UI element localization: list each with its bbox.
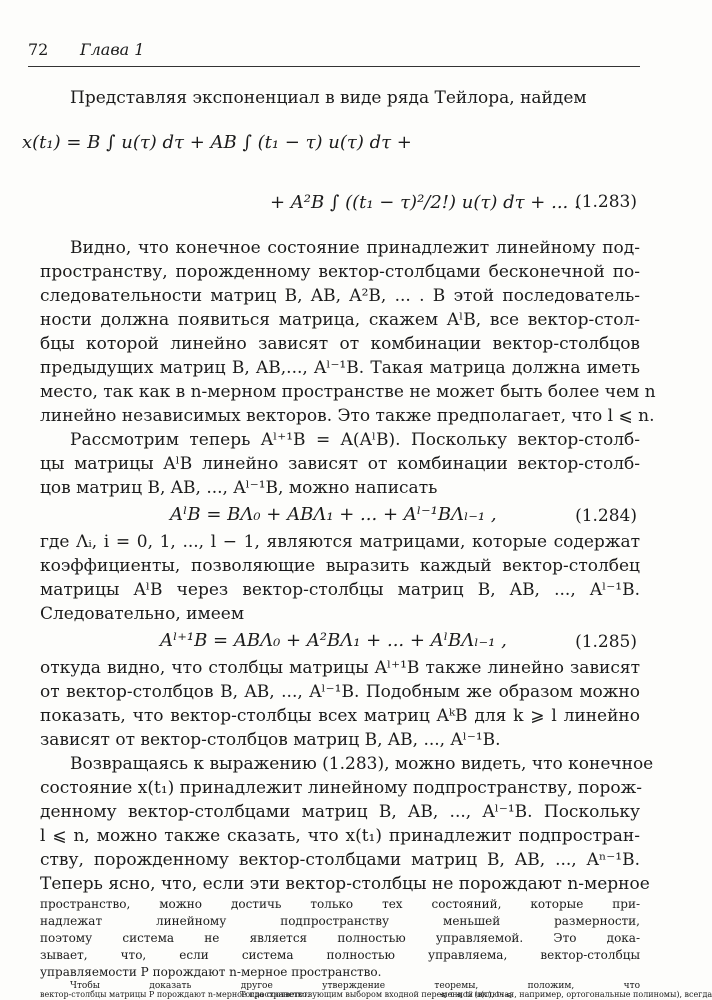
text-line: предыдущих матриц B, AB,..., Aˡ⁻¹B. Такая матрица должна иметь [40, 358, 640, 378]
text-line: Возвращаясь к выражению (1.283), можно видеть, что конечное [70, 754, 654, 774]
equation-1284: AˡB = BΛ₀ + ABΛ₁ + ... + Aˡ⁻¹BΛₗ₋₁ , [170, 504, 497, 525]
chapter-title: Глава 1 [80, 40, 145, 59]
text-line: ству, порожденному вектор-столбцами матриц B, AB, ..., Aⁿ⁻¹B. [40, 850, 640, 870]
text-line: бцы которой линейно зависят от комбинации вектор-столбцов [40, 334, 640, 354]
text-line: Представляя экспоненциал в виде ряда Тейлора, найдем [70, 88, 587, 108]
text-line: l ⩽ n, можно также сказать, что x(t₁) принадлежит подпростран- [40, 826, 640, 846]
text-line: цов матриц B, AB, ..., Aˡ⁻¹B, можно написать [40, 478, 438, 498]
page-header [28, 38, 640, 67]
equation-1285: Aˡ⁺¹B = ABΛ₀ + A²BΛ₁ + ... + AˡBΛₗ₋₁ , [160, 630, 507, 651]
text-line: денному вектор-столбцами матриц B, AB, ..., Aˡ⁻¹B. Поскольку [40, 802, 640, 822]
text-line: Рассмотрим теперь Aˡ⁺¹B = A(AˡB). Поскольку вектор-столб- [70, 430, 640, 450]
equation-text: + A²B ∫ ((t₁ − τ)²/2!) u(τ) dτ + ... . [270, 192, 580, 213]
text-line: зависят от вектор-столбцов матриц B, AB, ..., Aˡ⁻¹B. [40, 730, 501, 750]
equation-text: x(t₁) = B ∫ u(τ) dτ + AB ∫ (t₁ − τ) u(τ) dτ + [22, 132, 412, 153]
text-line: от вектор-столбцов B, AB, ..., Aˡ⁻¹B. Подобным же образом можно [40, 682, 640, 702]
text-line: следовательности матриц B, AB, A²B, ... . В этой последователь- [40, 286, 640, 306]
text-line: линейно независимых векторов. Это также предполагает, что l ⩽ n. [40, 406, 655, 426]
text-line: пространству, порожденному вектор-столбцами бесконечной по- [40, 262, 640, 282]
text-line: ности должна появиться матрица, скажем AˡB, все вектор-стол- [40, 310, 640, 330]
text-line: коэффициенты, позволяющие выразить каждый вектор-столбец [40, 556, 640, 576]
text-line: пространство, можно достичь только тех состояний, которые при- [40, 897, 640, 911]
text-line: состояние x(t₁) принадлежит линейному подпространству, порож- [40, 778, 642, 798]
text-line: Чтобы доказать другое утверждение теоремы, положим, что [70, 981, 640, 991]
text-line: показать, что вектор-столбцы всех матриц AᵏB для k ⩾ l линейно [40, 706, 640, 726]
page-number: 72 [28, 40, 49, 59]
equation-number: (1.285) [575, 632, 637, 652]
text-line: цы матрицы AˡB линейно зависят от комбинации вектор-столб- [40, 454, 640, 474]
text-line: ⩽ τ ⩽ t₁ (включая, например, ортогональные полиномы), всегда [440, 990, 712, 999]
text-line: Тогда соответствующим выбором входной переменной u(τ), t₀ ⩽ [240, 990, 513, 999]
text-line: место, так как в n-мерном пространстве не может быть более чем n [40, 382, 656, 402]
text-line: управляемости P порождают n-мерное пространство. [40, 965, 382, 979]
text-line: зывает, что, если система полностью управляема, вектор-столбцы [40, 948, 640, 962]
text-line: надлежат линейному подпространству меньшей размерности, [40, 914, 640, 928]
equation-number: (1.283) [575, 192, 637, 212]
text-line: где Λᵢ, i = 0, 1, ..., l − 1, являются матрицами, которые содержат [40, 532, 640, 552]
equation-number: (1.284) [575, 506, 637, 526]
text-line: откуда видно, что столбцы матрицы Aˡ⁺¹B также линейно зависят [40, 658, 640, 678]
text-line: Следовательно, имеем [40, 604, 245, 624]
text-line: поэтому система не является полностью управляемой. Это дока- [40, 931, 640, 945]
text-line: Теперь ясно, что, если эти вектор-столбцы не порождают n-мерное [40, 874, 650, 894]
equation-1283-line1 [22, 118, 642, 178]
text-line: вектор-столбцы матрицы P порождают n-мерное пространство. [40, 990, 310, 999]
text-line: матрицы AˡB через вектор-столбцы матриц B, AB, ..., Aˡ⁻¹B. [40, 580, 640, 600]
text-line: Видно, что конечное состояние принадлежит линейному под- [70, 238, 640, 258]
